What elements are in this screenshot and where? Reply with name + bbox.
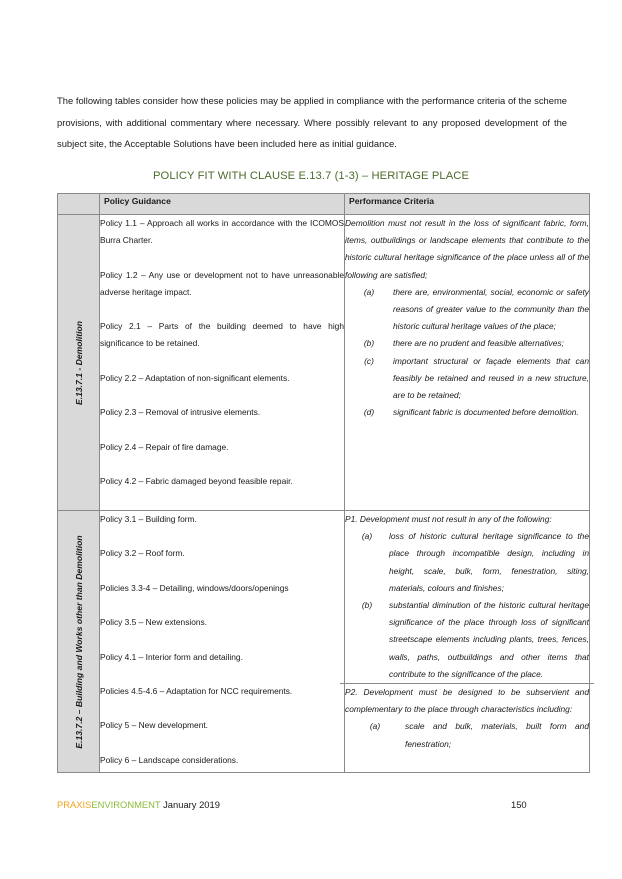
- policy-item: Policy 5 – New development.: [100, 720, 208, 731]
- policy-item: Policy 2.4 – Repair of fire damage.: [100, 441, 229, 452]
- side-label-demolition-cell: [58, 215, 100, 511]
- criteria-text: loss of historic cultural heritage significance to the place through incompatible design, including in height, scale, bulk, form, fenestration, siting, materials, colours and finishes;: [389, 531, 589, 593]
- side-label-building: E.13.7.2 – Building and Works other than Demolition: [73, 534, 84, 749]
- header-blank-cell: [58, 194, 100, 215]
- criteria-label: (d): [363, 407, 375, 418]
- header-performance-criteria: Performance Criteria: [345, 194, 590, 215]
- policy-item: Policy 3.1 – Building form.: [100, 514, 197, 524]
- footer-brand: [57, 799, 220, 810]
- header-policy-guidance: Policy Guidance: [100, 194, 345, 215]
- policy-item: Policy 4.2 – Fabric damaged beyond feasible repair.: [100, 475, 293, 486]
- policy-item: Policy 2.2 – Adaptation of non-significant elements.: [100, 372, 290, 383]
- policy-item: Policy 2.3 – Removal of intrusive elements.: [100, 407, 261, 418]
- policy-item: Policies 3.3-4 – Detailing, windows/doors/openings: [100, 582, 289, 593]
- criteria-label: (a): [363, 286, 375, 297]
- p2-intro: P2. Development must be designed to be subservient and complementary to the place through characteristics including:: [345, 687, 589, 715]
- criteria-intro: Demolition must not result in the loss of significant fabric, form, items, outbuildings or landscape elements that contribute to the historic cultural heritage significance of the place unless all of the following are satisfied;: [345, 218, 589, 280]
- p2-section: [340, 683, 594, 753]
- policy-item: Policy 1.1 – Approach all works in accordance with the ICOMOS Burra Charter.: [100, 218, 344, 246]
- criteria-item: [345, 353, 589, 405]
- criteria-text: substantial diminution of the historic cultural heritage significance of the place through loss of significant streetscape elements including plants, trees, fences, walls, paths, outbuildings and other items that contribute to the significance of the place.: [389, 600, 589, 679]
- criteria-text: there are no prudent and feasible alternatives;: [393, 338, 564, 349]
- demolition-criteria-cell: [345, 215, 590, 511]
- criteria-label: (c): [364, 355, 374, 366]
- demolition-policy-cell: [100, 215, 345, 511]
- footer-date: January 2019: [163, 799, 220, 810]
- policy-item: Policy 2.1 – Parts of the building deemed to have high significance to be retained.: [100, 321, 344, 349]
- table-title: POLICY FIT WITH CLAUSE E.13.7 (1-3) – HERITAGE PLACE: [152, 170, 470, 182]
- criteria-item: [345, 335, 589, 352]
- criteria-item: [345, 528, 589, 597]
- criteria-item: [345, 284, 589, 336]
- policy-item: Policy 4.1 – Interior form and detailing.: [100, 651, 243, 662]
- page-number: 150: [511, 799, 527, 810]
- criteria-label: (a): [361, 531, 373, 542]
- criteria-text: there are, environmental, social, economic or safety reasons of greater value to the community than the historic cultural heritage values of the place;: [393, 286, 589, 332]
- row-demolition: [58, 215, 590, 511]
- brand-praxis: PRAXIS: [57, 799, 92, 810]
- table-header-row: [58, 194, 590, 215]
- criteria-item: [345, 597, 589, 683]
- policy-item: Policy 3.2 – Roof form.: [100, 548, 185, 559]
- criteria-text: important structural or façade elements that can feasibly be retained and reused in a new structure, are to be retained;: [393, 355, 589, 401]
- p1-intro: P1. Development must not result in any of the following:: [345, 514, 552, 524]
- criteria-text: scale and bulk, materials, built form and fenestration;: [405, 721, 589, 749]
- row-building-works: [58, 511, 590, 773]
- criteria-label: (b): [361, 600, 373, 611]
- criteria-label: (b): [363, 338, 375, 349]
- building-criteria-cell: [345, 511, 590, 773]
- policy-item: Policy 1.2 – Any use or development not to have unreasonable adverse heritage impact.: [100, 269, 344, 297]
- policy-item: Policy 3.5 – New extensions.: [100, 617, 208, 628]
- criteria-item: [345, 718, 589, 752]
- policy-fit-table: [57, 193, 590, 773]
- building-policy-cell: [100, 511, 345, 773]
- intro-paragraph: The following tables consider how these policies may be applied in compliance with the performance criteria of the scheme provisions, with additional commentary where necessary. Where possibly relevant to any proposed development of the subject site, the Acceptable Solutions have been included here as initial guidance.: [57, 95, 567, 149]
- criteria-text: significant fabric is documented before demolition.: [393, 407, 579, 418]
- criteria-item: [345, 404, 589, 421]
- side-label-demolition: E.13.7.1 - Demolition: [73, 320, 84, 405]
- policy-item: Policy 6 – Landscape considerations.: [100, 754, 239, 765]
- brand-environment: ENVIRONMENT: [91, 799, 161, 810]
- criteria-label: (a): [369, 721, 381, 732]
- side-label-building-cell: [58, 511, 100, 773]
- policy-item: Policies 4.5-4.6 – Adaptation for NCC requirements.: [100, 685, 293, 696]
